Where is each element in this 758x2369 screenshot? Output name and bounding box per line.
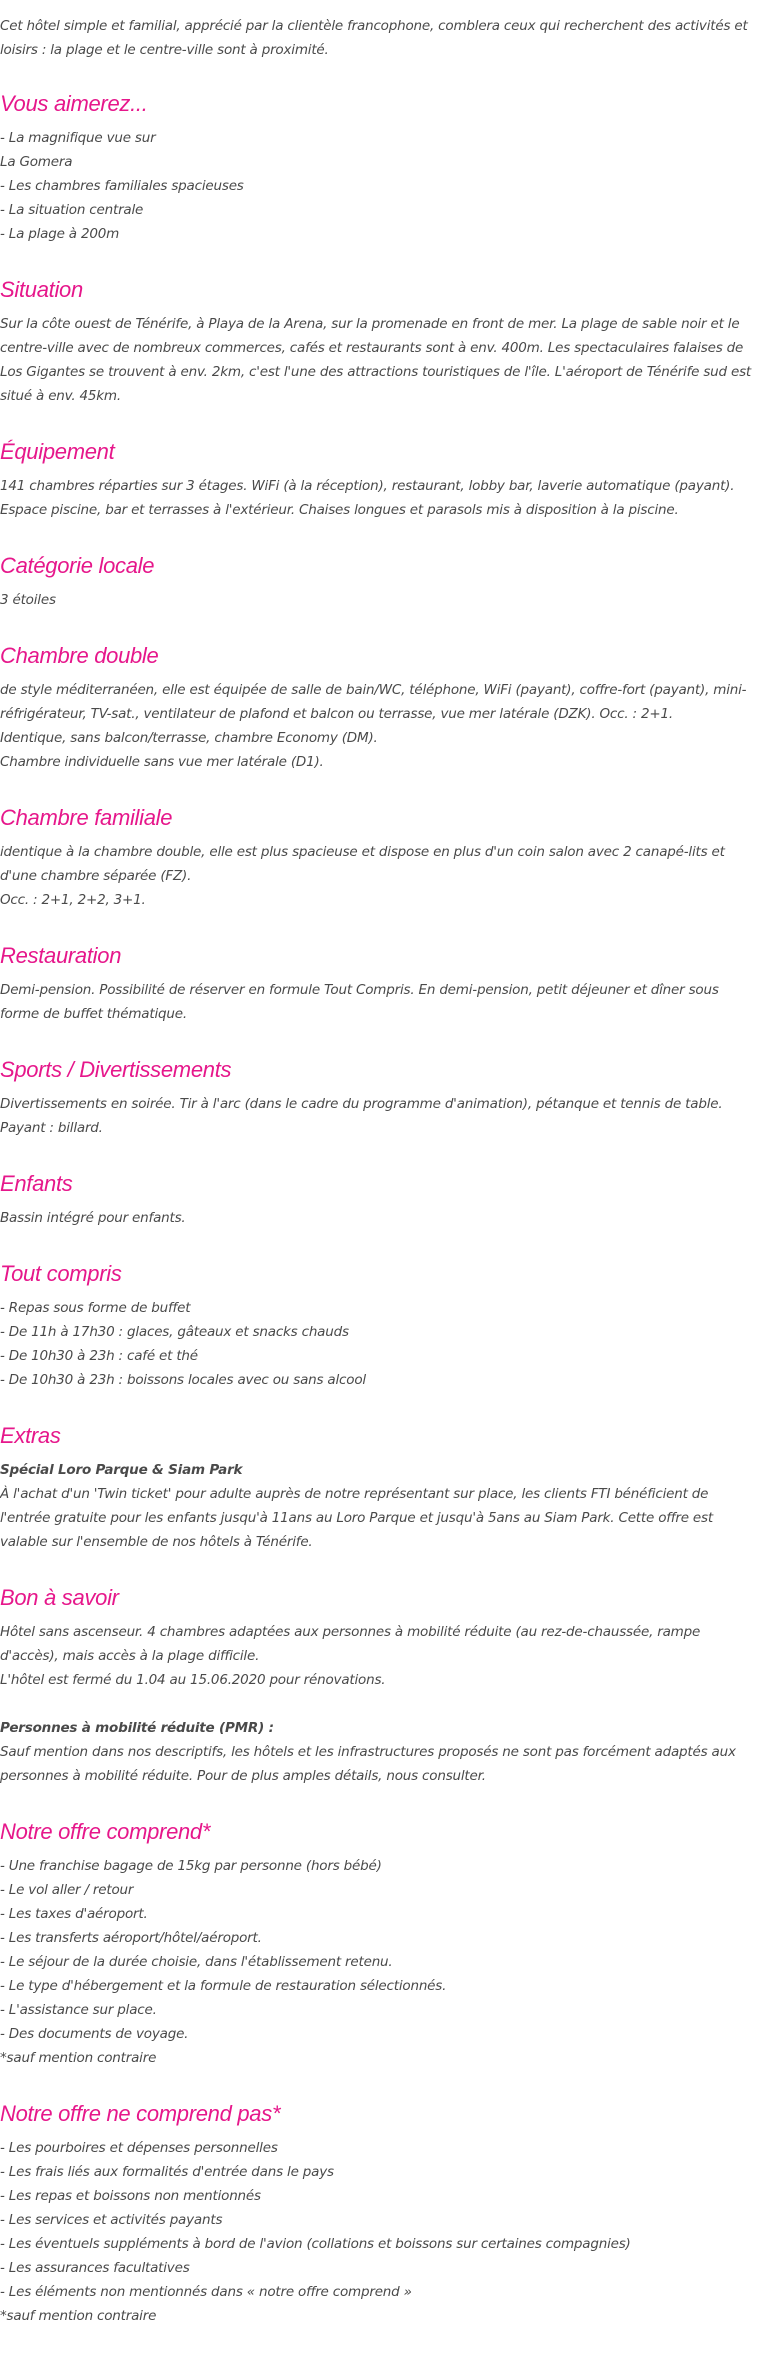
section-text: Payant : billard. [0,1120,103,1136]
list-item: - Les éléments non mentionnés dans « notre offre comprend » [0,2284,412,2300]
section-text: Bassin intégré pour enfants. [0,1210,186,1226]
section-title: Équipement [0,439,115,464]
section-text: 3 étoiles [0,592,56,608]
section-equipement [0,438,758,522]
section-title: Chambre familiale [0,805,173,830]
section-text: L'hôtel est fermé du 1.04 au 15.06.2020 pour rénovations. [0,1672,386,1688]
section-text: Divertissements en soirée. Tir à l'arc (dans le cadre du programme d'animation), pétanque et tennis de table. [0,1096,723,1112]
footnote: *sauf mention contraire [0,2050,157,2066]
list-item: - De 10h30 à 23h : boissons locales avec ou sans alcool [0,1372,366,1388]
section-offre-ne-comprend [0,2100,758,2328]
section-title: Enfants [0,1171,73,1196]
list-item: - Les transferts aéroport/hôtel/aéroport. [0,1930,262,1946]
list-item: - Les services et activités payants [0,2212,223,2228]
list-item: - La situation centrale [0,202,144,218]
list-item: - La plage à 200m [0,226,120,242]
list-item: - L'assistance sur place. [0,2002,157,2018]
section-title: Chambre double [0,643,159,668]
section-title: Sports / Divertissements [0,1057,232,1082]
section-title: Notre offre comprend* [0,1819,211,1844]
section-tout-compris [0,1260,758,1392]
list-item: - Les pourboires et dépenses personnelles [0,2140,278,2156]
section-title: Bon à savoir [0,1585,119,1610]
section-enfants [0,1170,758,1230]
section-title: Catégorie locale [0,553,155,578]
section-text: Occ. : 2+1, 2+2, 3+1. [0,892,146,908]
list-item: - Des documents de voyage. [0,2026,189,2042]
section-title: Vous aimerez... [0,91,148,116]
list-item: - Le type d'hébergement et la formule de restauration sélectionnés. [0,1978,447,1994]
list-item: - Les éventuels suppléments à bord de l'avion (collations et boissons sur certaines compagnies) [0,2236,631,2252]
footnote: *sauf mention contraire [0,2308,157,2324]
section-text: de style méditerranéen, elle est équipée de salle de bain/WC, téléphone, WiFi (payant), coffre-fort (payant), mini-réfrigérateur, TV-sat., ventilateur de plafond et balcon ou terrasse, vue mer latérale (DZK). Occ. : 2+1. [0,682,747,722]
section-text: 141 chambres réparties sur 3 étages. WiFi (à la réception), restaurant, lobby bar, laverie automatique (payant). Espace piscine, bar et terrasses à l'extérieur. Chaises longues et parasols mis à disposition à la piscine. [0,478,735,518]
list-item: - Les frais liés aux formalités d'entrée dans le pays [0,2164,334,2180]
section-text: À l'achat d'un 'Twin ticket' pour adulte auprès de notre représentant sur place, les clients FTI bénéficient de l'entrée gratuite pour les enfants jusqu'à 11ans au Loro Parque et jusqu'à 5ans au Siam Park. Cette offre est valable sur l'ensemble de nos hôtels à Ténérife. [0,1486,713,1550]
section-subtitle: Spécial Loro Parque & Siam Park [0,1462,243,1478]
list-item: - Une franchise bagage de 15kg par personne (hors bébé) [0,1858,382,1874]
list-item: - La magnifique vue sur [0,130,156,146]
section-bon-a-savoir [0,1584,758,1788]
list-item: - Repas sous forme de buffet [0,1300,191,1316]
pmr-text: Sauf mention dans nos descriptifs, les hôtels et les infrastructures proposés ne sont pas forcément adaptés aux personnes à mobilité réduite. Pour de plus amples détails, nous consulter. [0,1744,736,1784]
list-item: - Les chambres familiales spacieuses [0,178,244,194]
section-text: identique à la chambre double, elle est plus spacieuse et dispose en plus d'un coin salon avec 2 canapé-lits et d'une chambre séparée (FZ). [0,844,725,884]
section-chambre-double [0,642,758,774]
section-text: Sur la côte ouest de Ténérife, à Playa de la Arena, sur la promenade en front de mer. La plage de sable noir et le centre-ville avec de nombreux commerces, cafés et restaurants sont à env. 400m. Les spectaculaires falaises de Los Gigantes se trouvent à env. 2km, c'est l'une des attractions touristiques de l'île. L'aéroport de Ténérife sud est situé à env. 45km. [0,316,752,404]
section-title: Situation [0,277,83,302]
section-text: Hôtel sans ascenseur. 4 chambres adaptées aux personnes à mobilité réduite (au rez-de-chaussée, rampe d'accès), mais accès à la plage difficile. [0,1624,701,1664]
section-text: Chambre individuelle sans vue mer latérale (D1). [0,754,324,770]
list-item: La Gomera [0,154,73,170]
section-text: Demi-pension. Possibilité de réserver en formule Tout Compris. En demi-pension, petit déjeuner et dîner sous forme de buffet thématique. [0,982,719,1022]
list-item: - Le vol aller / retour [0,1882,134,1898]
section-text: Identique, sans balcon/terrasse, chambre Economy (DM). [0,730,378,746]
section-title: Extras [0,1423,61,1448]
section-vous-aimerez [0,90,758,246]
section-sports [0,1056,758,1140]
list-item: - Les taxes d'aéroport. [0,1906,148,1922]
section-title: Tout compris [0,1261,122,1286]
list-item: - Les assurances facultatives [0,2260,190,2276]
section-restauration [0,942,758,1026]
list-item: - Le séjour de la durée choisie, dans l'établissement retenu. [0,1954,393,1970]
section-title: Restauration [0,943,122,968]
section-categorie [0,552,758,612]
list-item: - Les repas et boissons non mentionnés [0,2188,261,2204]
section-title: Notre offre ne comprend pas* [0,2101,281,2126]
section-extras [0,1422,758,1554]
list-item: - De 11h à 17h30 : glaces, gâteaux et snacks chauds [0,1324,349,1340]
spacer [0,1692,758,1716]
intro-text: Cet hôtel simple et familial, apprécié par la clientèle francophone, comblera ceux qui recherchent des activités et loisirs : la plage et le centre-ville sont à proximité. [0,18,748,58]
section-offre-comprend [0,1818,758,2070]
pmr-title: Personnes à mobilité réduite (PMR) : [0,1720,274,1736]
section-situation [0,276,758,408]
list-item: - De 10h30 à 23h : café et thé [0,1348,198,1364]
section-chambre-familiale [0,804,758,912]
